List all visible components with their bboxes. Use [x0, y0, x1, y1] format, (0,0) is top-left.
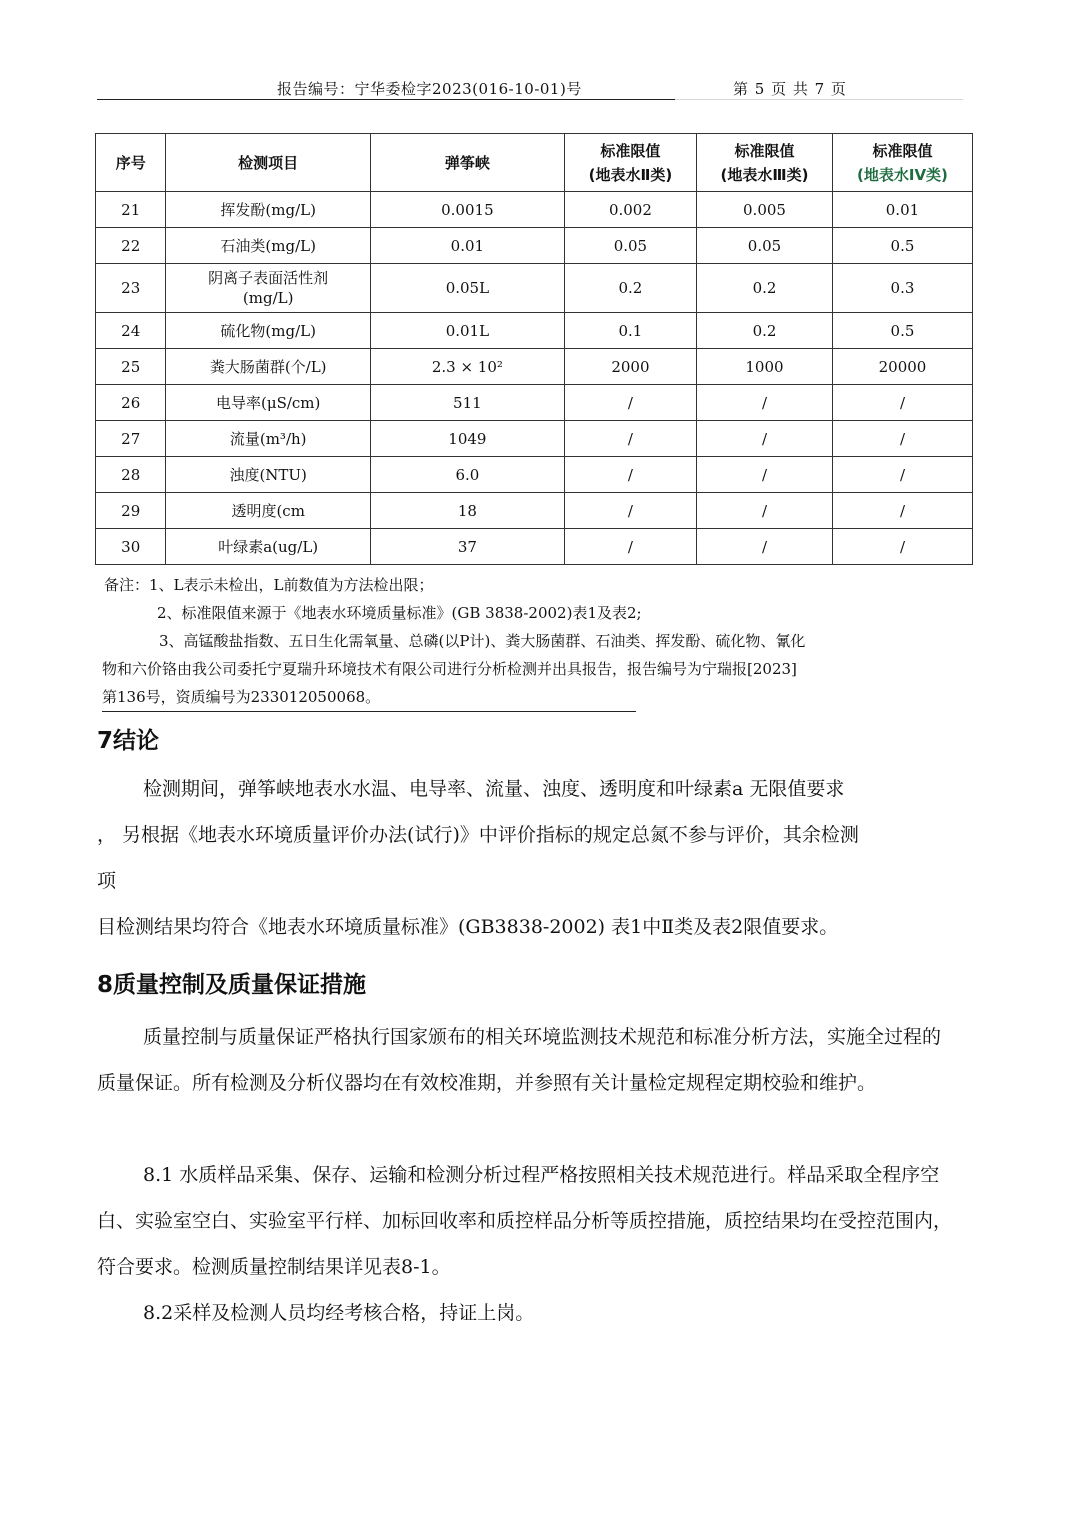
col-header-limit-iii: 标准限值 (地表水Ⅲ类) — [697, 134, 833, 192]
cell: 29 — [96, 493, 166, 529]
cell: / — [697, 385, 833, 421]
cell: / — [832, 529, 972, 565]
cell: 0.05 — [697, 228, 833, 264]
cell: 0.01 — [832, 192, 972, 228]
cell: 18 — [370, 493, 564, 529]
cell: 电导率(μS/cm) — [166, 385, 371, 421]
table-notes — [104, 571, 934, 712]
cell: 0.005 — [697, 192, 833, 228]
cell: 27 — [96, 421, 166, 457]
cell: / — [697, 529, 833, 565]
cell: 0.05 — [564, 228, 696, 264]
cell: 0.01 — [370, 228, 564, 264]
conclusion-line-1: 检测期间，弹筝峡地表水水温、电导率、流量、浊度、透明度和叶绿素a 无限值要求 — [143, 778, 845, 800]
table-row — [96, 529, 973, 565]
cell: 透明度(cm — [166, 493, 371, 529]
note-3: 3、高锰酸盐指数、五日生化需氧量、总磷(以P计)、粪大肠菌群、石油类、挥发酚、硫化物、氰化 — [159, 632, 806, 650]
cell: 叶绿素a(ug/L) — [166, 529, 371, 565]
cell: 37 — [370, 529, 564, 565]
cell: 24 — [96, 313, 166, 349]
cell: 1000 — [697, 349, 833, 385]
cell: 28 — [96, 457, 166, 493]
header-rule-light — [675, 99, 963, 100]
cell: / — [832, 457, 972, 493]
cell: 23 — [96, 264, 166, 313]
header-rule — [97, 99, 675, 100]
cell: 0.2 — [564, 264, 696, 313]
cell: 浊度(NTU) — [166, 457, 371, 493]
cell: 0.5 — [832, 228, 972, 264]
cell: / — [697, 457, 833, 493]
cell: / — [564, 421, 696, 457]
report-number: 报告编号：宁华委检字2023(016-10-01)号 — [277, 80, 582, 98]
cell: 0.01L — [370, 313, 564, 349]
cell: 石油类(mg/L) — [166, 228, 371, 264]
cell: 粪大肠菌群(个/L) — [166, 349, 371, 385]
col-header-limit-iv: 标准限值 (地表水IV类) — [832, 134, 972, 192]
table-row — [96, 457, 973, 493]
conclusion-line-2: ， 另根据《地表水环境质量评价办法(试行)》中评价指标的规定总氮不参与评价，其余检测 — [97, 824, 859, 846]
cell: 阴离子表面活性剂 (mg/L) — [166, 264, 371, 313]
note-3-end: 第136号，资质编号为233012050068。 — [102, 683, 636, 712]
col-header-item: 检测项目 — [166, 134, 371, 192]
cell: 22 — [96, 228, 166, 264]
cell: 0.2 — [697, 264, 833, 313]
page-number: 第 5 页 共 7 页 — [733, 80, 847, 98]
cell: 0.002 — [564, 192, 696, 228]
table-row — [96, 421, 973, 457]
cell: 0.1 — [564, 313, 696, 349]
cell: 30 — [96, 529, 166, 565]
cell: / — [564, 493, 696, 529]
table-row — [96, 385, 973, 421]
col-header-no: 序号 — [96, 134, 166, 192]
cell: 硫化物(mg/L) — [166, 313, 371, 349]
cell: / — [564, 385, 696, 421]
cell: 0.2 — [697, 313, 833, 349]
qc-paragraph-3: 8.2采样及检测人员均经考核合格，持证上岗。 — [143, 1302, 535, 1324]
cell: / — [832, 385, 972, 421]
conclusion-paragraph — [97, 766, 957, 904]
cell: 1049 — [370, 421, 564, 457]
cell: 6.0 — [370, 457, 564, 493]
cell: 2000 — [564, 349, 696, 385]
page-header — [97, 78, 963, 100]
table-row — [96, 264, 973, 313]
cell: 0.5 — [832, 313, 972, 349]
cell: / — [564, 457, 696, 493]
cell: 25 — [96, 349, 166, 385]
conclusion-line-3: 项 — [97, 870, 117, 892]
conclusion-line-4: 目检测结果均符合《地表水环境质量标准》(GB3838-2002) 表1中Ⅱ类及表2限值要求。 — [97, 916, 839, 938]
table-row — [96, 493, 973, 529]
cell: 流量(m³/h) — [166, 421, 371, 457]
table-row — [96, 192, 973, 228]
qc-paragraph-2: 8.1 水质样品采集、保存、运输和检测分析过程严格按照相关技术规范进行。样品采取全程序空白、实验室空白、实验室平行样、加标回收率和质控样品分析等质控措施，质控结果均在受控范围内，符合要求。检测质量控制结果详见表8-1。 — [97, 1164, 953, 1278]
section-7-title: 7结论 — [97, 728, 160, 754]
results-table — [95, 133, 973, 565]
section-8-title: 8质量控制及质量保证措施 — [97, 972, 367, 998]
col-header-limit-ii: 标准限值 (地表水Ⅱ类) — [564, 134, 696, 192]
table-row — [96, 313, 973, 349]
cell: 2.3 × 10² — [370, 349, 564, 385]
table-row — [96, 228, 973, 264]
cell: 0.3 — [832, 264, 972, 313]
table-header-row — [96, 134, 973, 192]
cell: 21 — [96, 192, 166, 228]
cell: 0.0015 — [370, 192, 564, 228]
note-1: 备注：1、L表示未检出，L前数值为方法检出限； — [104, 576, 434, 594]
cell: 挥发酚(mg/L) — [166, 192, 371, 228]
note-3-continued: 物和六价铬由我公司委托宁夏瑞升环境技术有限公司进行分析检测并出具报告，报告编号为宁瑞报[2023] — [102, 660, 797, 678]
qc-paragraph-1: 质量控制与质量保证严格执行国家颁布的相关环境监测技术规范和标准分析方法，实施全过程的质量保证。所有检测及分析仪器均在有效校准期，并参照有关计量检定规程定期校验和维护。 — [97, 1026, 942, 1094]
cell: / — [564, 529, 696, 565]
table-row — [96, 349, 973, 385]
cell: 511 — [370, 385, 564, 421]
col-header-site: 弹筝峡 — [370, 134, 564, 192]
cell: 0.05L — [370, 264, 564, 313]
note-2: 2、标准限值来源于《地表水环境质量标准》(GB 3838-2002)表1及表2; — [157, 604, 642, 622]
cell: / — [832, 421, 972, 457]
cell: / — [832, 493, 972, 529]
cell: 20000 — [832, 349, 972, 385]
cell: / — [697, 493, 833, 529]
cell: 26 — [96, 385, 166, 421]
cell: / — [697, 421, 833, 457]
